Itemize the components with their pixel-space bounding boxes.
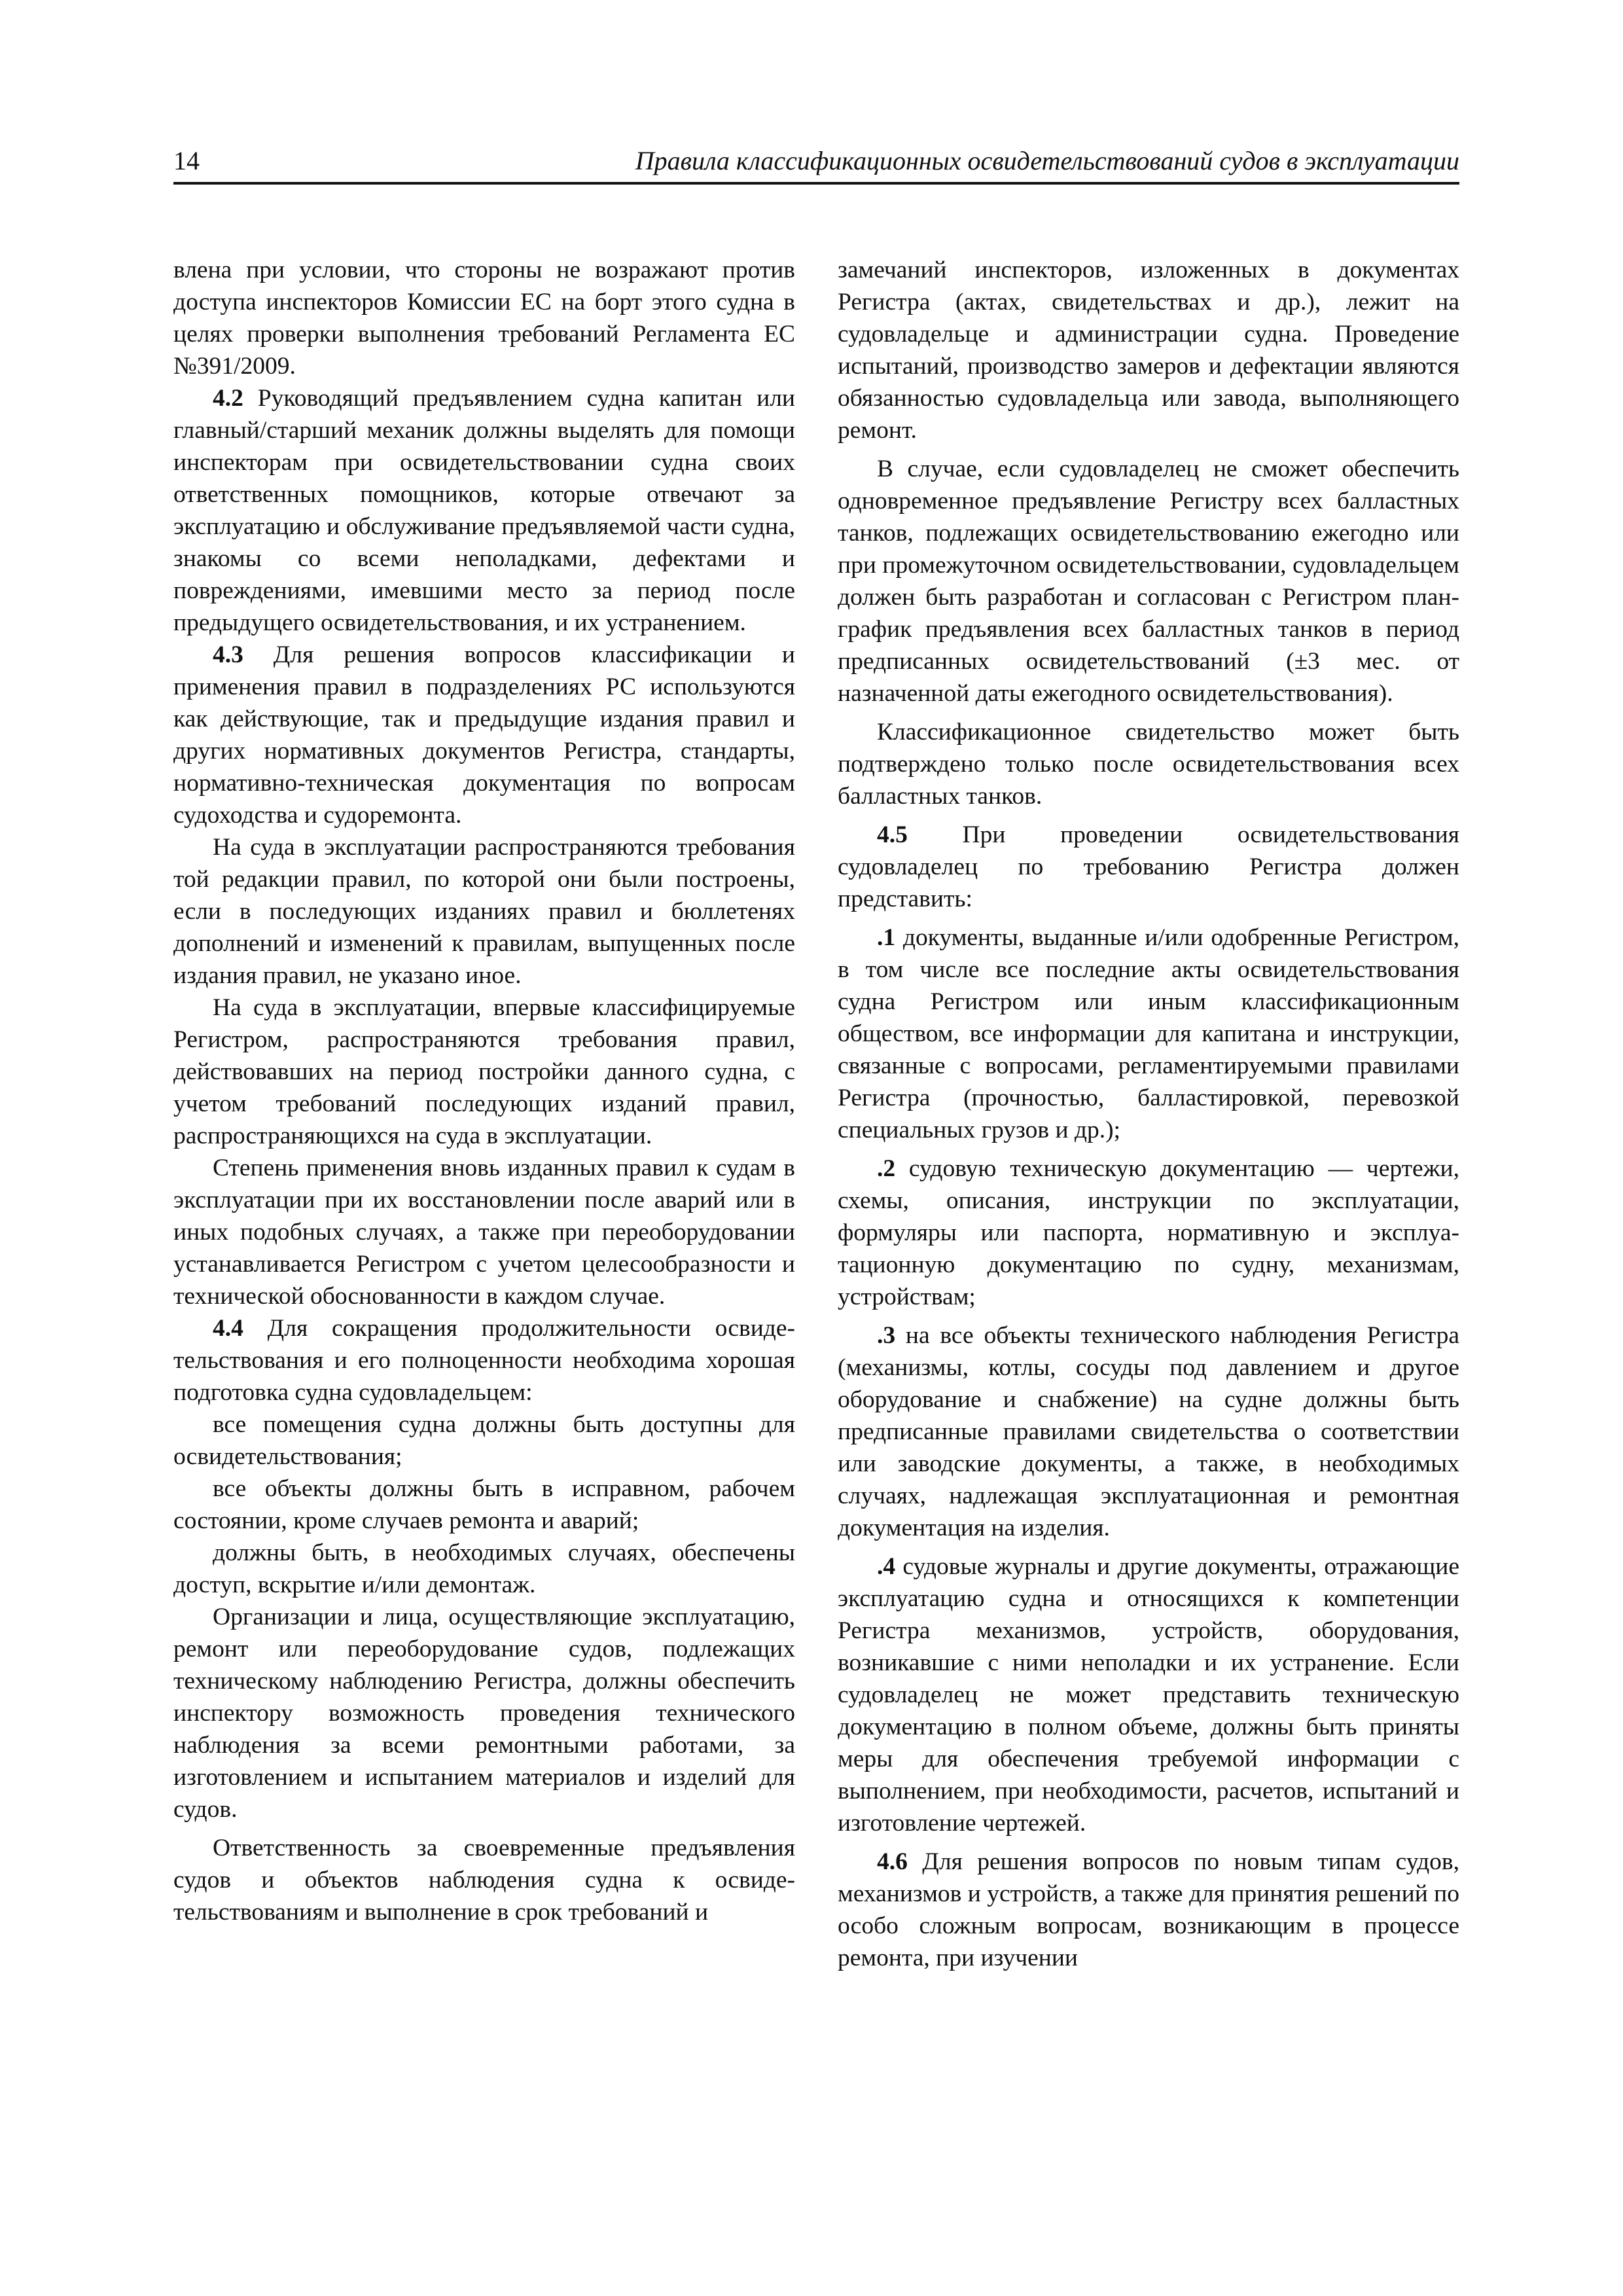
item-number: .2: [877, 1155, 896, 1182]
list-item-1: [838, 922, 1459, 1146]
paragraph: Степень применения вновь изданных правил к судам в эксплуатации при их восстановлении после аварий или в иных подобных случаях, а также при переоборудовании устанавливается Регистром с учетом целесообразности и технической обоснованности в каждом случае.: [173, 1155, 795, 1310]
paragraph: влена при условии, что стороны не возражают против доступа инспекторов Комиссии ЕС на борт этого судна в целях проверки выполнения требований Регламента ЕС №391/2009.: [173, 257, 795, 380]
item-text: документы, выданные и/или одобренные Регистром, в том числе все последние акты освидетельствования судна Регистром или иным классификационным обществом, все информации для капитана и инструкции, связанные с вопросами, регламентируемыми правилами Регистра (прочностью, балластировкой, перевозкой специальных грузов и др.);: [838, 924, 1459, 1143]
list-item-3: [838, 1319, 1459, 1544]
paragraph-4-6: [838, 1846, 1459, 1974]
paragraph-text: Для решения вопросов классификации и применения правил в подразделениях РС используются как действующие, так и предыдущие издания правил и других нормативных документов Регистра, стандарты, нормативно-техническая документация по вопросам судоходства и судоремонта.: [173, 641, 795, 829]
section-number: 4.5: [877, 821, 908, 848]
item-text: судовую техническую документацию — чертежи, схемы, описания, инструкции по эксплуатации, формуляры или паспорта, нормативную и эксплуатационную документацию по судну, механизмам, устройствам;: [838, 1155, 1459, 1310]
paragraph: На суда в эксплуатации распространяются требования той редакции правил, по которой они были построены, если в последующих изданиях правил и бюллетенях дополнений и изменений к правилам, выпущенных после издания правил, не указано иное.: [173, 834, 795, 989]
paragraph-4-5: [838, 819, 1459, 915]
paragraph: замечаний инспекторов, изложенных в документах Регистра (актах, свидетельствах и др.), лежит на судовладельце и администрации судна. Проведение испытаний, производство замеров и дефектации являются обязанностью судовладельца или завода, выполняющего ремонт.: [838, 257, 1459, 444]
paragraph-text: Руководящий предъявлением судна капитан или главный/старший механик должны выделять для помощи инспекторам при освидетельствовании судна своих ответственных помощников, которые отвечают за эксплуатацию и обслуживание предъявляемой части судна, знакомы со всеми неполадками, дефектами и повреждениями, имевшими место за период после предыдущего освидетельствования, и их устранением.: [173, 385, 795, 636]
section-number: 4.6: [877, 1848, 908, 1875]
paragraph: В случае, если судовладелец не сможет обеспечить одновременное предъявление Регистру всех балластных танков, подлежащих освидетельствованию ежегодно или при промежуточном освидетельствовании, судовладельцем должен быть разработан и согласован с Регистром план-график предъявления всех балластных танков в период предписанных освидетельствований (±3 мес. от назначенной даты ежегодного освидетельствования).: [838, 456, 1459, 707]
section-number: 4.2: [213, 385, 243, 412]
running-header-title: Правила классификационных освидетельствований судов в эксплуатации: [635, 146, 1459, 175]
paragraph-text: Для решения вопросов по новым типам судов, механизмов и устройств, а также для принятия решений по особо сложным вопросам, возникающим в процессе ремонта, при изучении: [838, 1848, 1459, 1971]
item-number: .4: [877, 1553, 896, 1580]
list-item-4: [838, 1551, 1459, 1839]
paragraph: Классификационное свидетельство может быть подтверждено только после освидетельствования всех балластных танков.: [838, 719, 1459, 810]
page-number: 14: [173, 146, 200, 175]
paragraph-4-4: [173, 1312, 795, 1408]
section-number: 4.3: [213, 641, 243, 668]
paragraph: все помещения судна должны быть доступны для освидетельствования;: [173, 1411, 795, 1470]
paragraph: На суда в эксплуатации, впервые классифицируемые Регистром, распространяются требования правил, действовавших на период постройки данного судна, с учетом требований последующих изданий правил, распространяющихся на суда в эксплуатации.: [173, 994, 795, 1149]
item-number: .3: [877, 1322, 896, 1349]
paragraph-text: При проведении освидетельствования судовладелец по требованию Регистра должен представить:: [838, 821, 1459, 912]
left-column: [173, 254, 795, 1928]
item-number: .1: [877, 924, 896, 951]
paragraph: Организации и лица, осуществляющие эксплуатацию, ремонт или переоборудование судов, подлежащих техническому наблюдению Регистра, должны обеспечить инспектору возможность проведения технического наблюдения за всеми ремонтными работами, за изготовлением и испытанием материалов и изделий для судов.: [173, 1604, 795, 1823]
running-header: [173, 143, 1459, 185]
right-column: [838, 254, 1459, 1974]
section-number: 4.4: [213, 1315, 243, 1342]
paragraph: все объекты должны быть в исправном, рабочем состоянии, кроме случаев ремонта и аварий;: [173, 1475, 795, 1534]
paragraph: должны быть, в необходимых случаях, обеспечены доступ, вскрытие и/или демонтаж.: [173, 1539, 795, 1598]
paragraph-text: Для сокращения продолжительности освидетельствования и его полноценности необходима хорошая подготовка судна судовладельцем:: [173, 1315, 795, 1406]
item-text: судовые журналы и другие документы, отражающие эксплуатацию судна и относящихся к компетенции Регистра механизмов, устройств, оборудования, возникавшие с ними неполадки и их устранение. Если судовладелец не может представить техническую документацию в полном объеме, должны быть приняты меры для обеспечения требуемой информации с выполнением, при необходимости, расчетов, испытаний и изготовление чертежей.: [838, 1553, 1459, 1837]
paragraph-4-3: [173, 639, 795, 831]
paragraph: Ответственность за своевременные предъявления судов и объектов наблюдения судна к освидетельствованиям и выполнение в срок требований и: [173, 1835, 795, 1926]
item-text: на все объекты технического наблюдения Регистра (механизмы, котлы, сосуды под давлением и другое оборудование и снабжение) на судне должны быть предписанные правилами свидетельства о соответствии или заводские документы, а также, в необходимых случаях, надлежащая эксплуатационная и ремонтная документация на изделия.: [838, 1322, 1459, 1541]
list-item-2: [838, 1153, 1459, 1313]
paragraph-4-2: [173, 382, 795, 639]
